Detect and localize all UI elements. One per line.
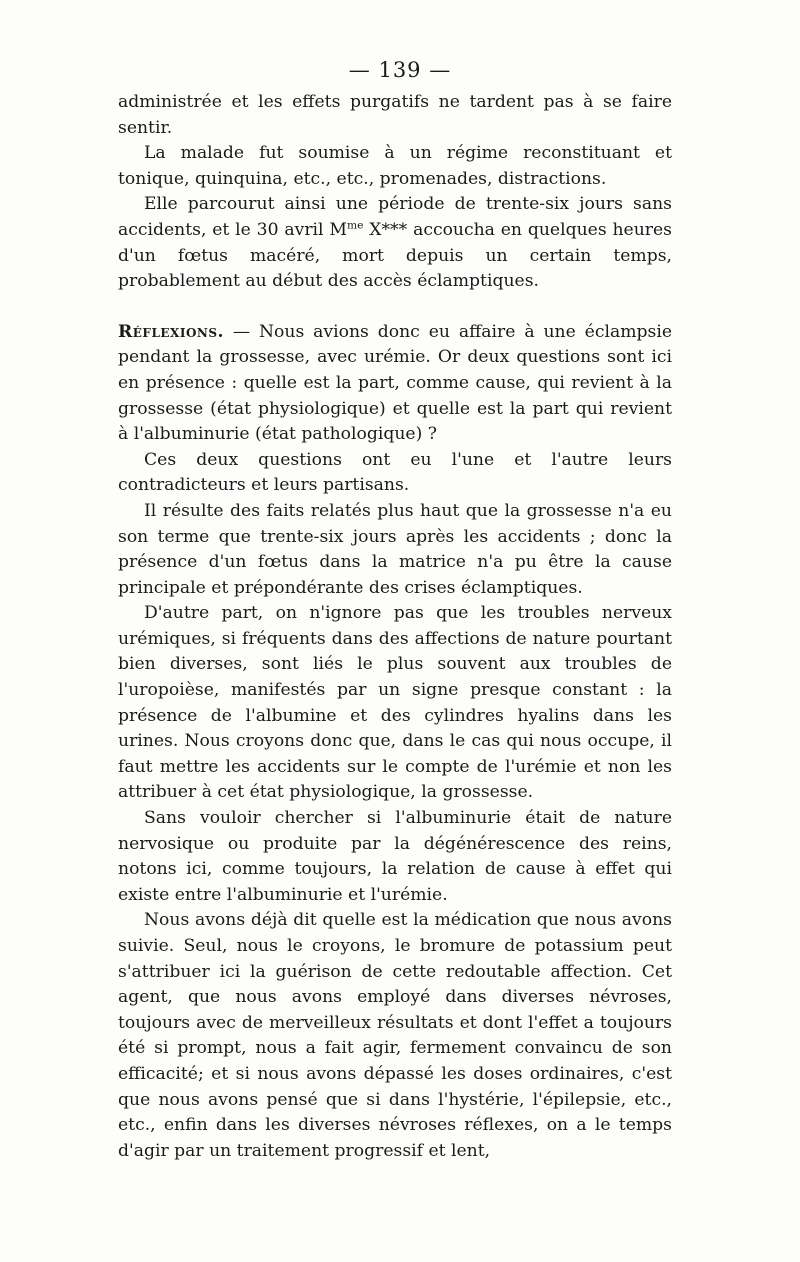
paragraph: D'autre part, on n'ignore pas que les troubles nerveux urémiques, si fréquents dans des affections de nature pourtant bien diverses, sont liés le plus souvent aux troubles de l'uropoièse, manifestés par un signe presque constant : la présence de l'albumine et des cylindres hyalins dans les urines. Nous croyons donc que, dans le cas qui nous occupe, il faut mettre les accidents sur le compte de l'urémie et non les attribuer à cet état physiologique, la grossesse.	[118, 603, 672, 803]
reflexions-paragraph	[118, 320, 672, 448]
paragraph: Ces deux questions ont eu l'une et l'autre leurs contradicteurs et leurs partisans.	[118, 449, 672, 496]
paragraph-text: Elle parcourut ainsi une période de trente-six jours sans accidents, et le 30 avril M	[118, 194, 672, 240]
section-label: Réflexions.	[118, 321, 225, 342]
paragraph: La malade fut soumise à un régime reconstituant et tonique, quinquina, etc., etc., promenades, distractions.	[118, 143, 672, 189]
paragraph	[118, 192, 672, 294]
paragraph: Il résulte des faits relatés plus haut que la grossesse n'a eu son terme que trente-six jours après les accidents ; donc la présence d'un fœtus dans la matrice n'a pu être la cause principale et prépondérante des crises éclamptiques.	[118, 500, 672, 598]
paragraph-continuation: administrée et les effets purgatifs ne tardent pas à se faire sentir.	[118, 92, 672, 138]
section-text: — Nous avions donc eu affaire à une éclampsie pendant la grossesse, avec urémie. Or deux questions sont ici en présence : quelle est la part, comme cause, qui revient à la grossesse (état physiologique) et quelle est la part qui revient à l'albuminurie (état pathologique) ?	[118, 321, 672, 445]
page-number: — 139 —	[348, 58, 452, 82]
superscript: me	[346, 218, 364, 232]
paragraph: Nous avons déjà dit quelle est la médication que nous avons suivie. Seul, nous le croyons, le bromure de potassium peut s'attribuer ici la guérison de cette redoutable affection. Cet agent, que nous avons employé dans diverses névroses, toujours avec de merveilleux résultats et dont l'effet a toujours été si prompt, nous a fait agir, fermement convaincu de son efficacité; et si nous avons dépassé les doses ordinaires, c'est que nous avons pensé que si dans l'hystérie, l'épilepsie, etc., etc., enfin dans les diverses névroses réflexes, on a le temps d'agir par un traitement progressif et lent,	[118, 910, 672, 1161]
paragraph-text-tail: X*** accoucha en quelques heures d'un fœtus macéré, mort depuis un certain temps, probablement au début des accès éclamptiques.	[118, 219, 672, 292]
paragraph: Sans vouloir chercher si l'albuminurie était de nature nervosique ou produite par la dégénérescence des reins, notons ici, comme toujours, la relation de cause à effet qui existe entre l'albuminurie et l'urémie.	[118, 808, 672, 905]
body-text	[118, 90, 672, 1164]
